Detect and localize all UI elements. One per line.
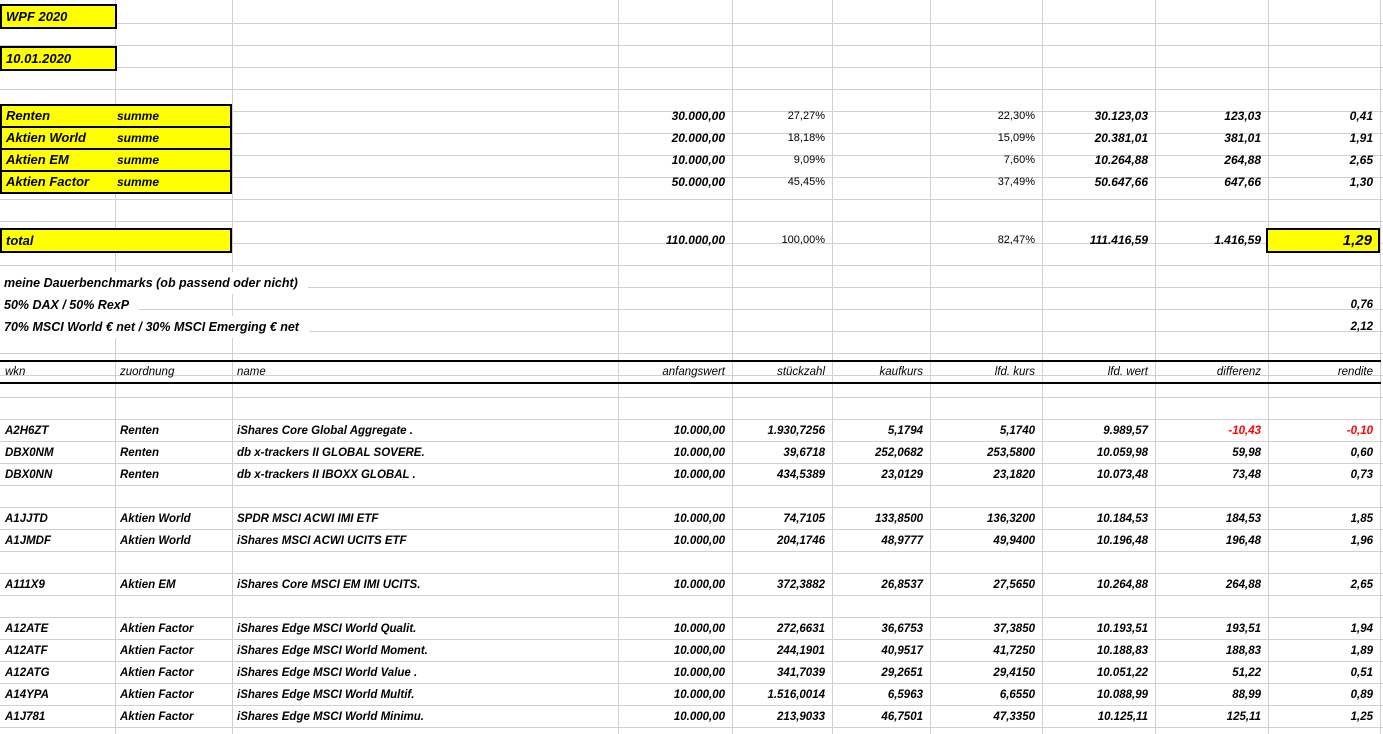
total-rendite-cell[interactable]: 1,29	[1266, 228, 1380, 253]
cell-lfd-kurs[interactable]: 6,6550	[999, 689, 1035, 701]
cell-pct-curr[interactable]: 7,60%	[1003, 154, 1035, 166]
cell-rendite[interactable]: 1,30	[1349, 175, 1373, 189]
cell-name[interactable]: iShares Core MSCI EM IMI UCITS.	[237, 579, 421, 591]
cell-zuordnung[interactable]: Aktien EM	[120, 579, 176, 591]
cell-zuordnung[interactable]: Aktien Factor	[120, 623, 194, 635]
header-wkn[interactable]: wkn	[5, 366, 26, 378]
cell-zuordnung[interactable]: Renten	[120, 425, 159, 437]
cell-stueckzahl[interactable]: 39,6718	[783, 447, 825, 459]
cell-rendite[interactable]: -0,10	[1346, 425, 1373, 437]
cell-pct-curr[interactable]: 82,47%	[997, 234, 1035, 246]
summary-tag: summe	[117, 109, 160, 123]
cell-anfangswert[interactable]: 50.000,00	[671, 175, 725, 189]
cell-kaufkurs[interactable]: 40,9517	[881, 645, 923, 657]
summary-tag: summe	[117, 175, 160, 189]
cell-name[interactable]: iShares Edge MSCI World Moment.	[237, 645, 428, 657]
header-differenz[interactable]: differenz	[1216, 366, 1261, 378]
table-row	[0, 508, 1383, 530]
cell-anfangswert[interactable]: 20.000,00	[671, 131, 725, 145]
cell-zuordnung[interactable]: Aktien Factor	[120, 645, 194, 657]
benchmark-label[interactable]: 70% MSCI World € net / 30% MSCI Emerging € net	[0, 316, 309, 338]
cell-anfangswert[interactable]: 10.000,00	[673, 579, 725, 591]
cell-anfangswert[interactable]: 30.000,00	[671, 109, 725, 123]
cell-lfd-kurs[interactable]: 49,9400	[993, 535, 1035, 547]
cell-stueckzahl[interactable]: 213,9033	[777, 711, 825, 723]
cell-kaufkurs[interactable]: 6,5963	[887, 689, 923, 701]
cell-zuordnung[interactable]: Aktien Factor	[120, 667, 194, 679]
header-zuordnung[interactable]: zuordnung	[120, 366, 175, 378]
cell-lfd-wert[interactable]: 20.381,01	[1094, 131, 1148, 145]
cell-rendite[interactable]: 0,60	[1350, 447, 1373, 459]
cell-anfangswert[interactable]: 10.000,00	[673, 425, 725, 437]
cell-name[interactable]: iShares Edge MSCI World Minimu.	[237, 711, 425, 723]
header-name[interactable]: name	[237, 366, 266, 378]
cell-wkn[interactable]: A1JMDF	[5, 535, 52, 547]
header-anfangswert[interactable]: anfangswert	[662, 366, 725, 378]
cell-name[interactable]: SPDR MSCI ACWI IMI ETF	[237, 513, 379, 525]
cell-wkn[interactable]: A111X9	[5, 579, 45, 591]
cell-differenz[interactable]: 59,98	[1232, 447, 1261, 459]
table-row	[0, 684, 1383, 706]
cell-wkn[interactable]: DBX0NM	[5, 447, 54, 459]
cell-rendite[interactable]: 1,25	[1350, 711, 1373, 723]
cell-name[interactable]: db x-trackers II GLOBAL SOVERE.	[237, 447, 425, 459]
cell-lfd-wert[interactable]: 10.188,83	[1096, 645, 1148, 657]
cell-stueckzahl[interactable]: 204,1746	[777, 535, 825, 547]
date-cell[interactable]: 10.01.2020	[0, 46, 117, 71]
summary-label-cell[interactable]	[0, 170, 232, 194]
cell-lfd-wert[interactable]: 10.051,22	[1096, 667, 1148, 679]
summary-tag: summe	[117, 131, 160, 145]
cell-pct-curr[interactable]: 22,30%	[997, 110, 1035, 122]
cell-wkn[interactable]: A12ATG	[5, 667, 50, 679]
cell-lfd-kurs[interactable]: 136,3200	[987, 513, 1035, 525]
table-row	[0, 442, 1383, 464]
summary-row-aktien-world	[0, 126, 1383, 148]
table-row	[0, 530, 1383, 552]
cell-rendite[interactable]: 0,73	[1350, 469, 1373, 481]
cell-wkn[interactable]: A2H6ZT	[5, 425, 49, 437]
cell-pct-start[interactable]: 27,27%	[787, 110, 825, 122]
cell-anfangswert[interactable]: 10.000,00	[673, 711, 725, 723]
cell-anfangswert[interactable]: 10.000,00	[673, 667, 725, 679]
cell-lfd-wert[interactable]: 50.647,66	[1094, 175, 1148, 189]
cell-lfd-kurs[interactable]: 5,1740	[999, 425, 1035, 437]
cell-name[interactable]: iShares Core Global Aggregate .	[237, 425, 413, 437]
summary-label-cell[interactable]	[0, 104, 232, 128]
benchmark-row	[0, 294, 1383, 316]
title-row	[0, 4, 1383, 26]
cell-wkn[interactable]: DBX0NN	[5, 469, 53, 481]
cell-differenz[interactable]: 88,99	[1232, 689, 1261, 701]
cell-lfd-kurs[interactable]: 253,5800	[987, 447, 1035, 459]
cell-rendite[interactable]: 2,65	[1350, 579, 1373, 591]
cell-pct-curr[interactable]: 37,49%	[997, 176, 1035, 188]
table-row	[0, 464, 1383, 486]
benchmark-label[interactable]: 50% DAX / 50% RexP	[0, 294, 139, 316]
cell-lfd-wert[interactable]: 10.264,88	[1094, 153, 1148, 167]
summary-row-aktien-em	[0, 148, 1383, 170]
cell-differenz[interactable]: 381,01	[1224, 131, 1261, 145]
cell-rendite[interactable]: 0,89	[1350, 689, 1373, 701]
cell-lfd-wert[interactable]: 10.196,48	[1096, 535, 1148, 547]
cell-lfd-kurs[interactable]: 27,5650	[993, 579, 1035, 591]
title-cell[interactable]: WPF 2020	[0, 4, 117, 29]
cell-rendite[interactable]: 1,85	[1350, 513, 1373, 525]
summary-label: Renten	[6, 108, 51, 123]
cell-kaufkurs[interactable]: 48,9777	[881, 535, 923, 547]
table-row	[0, 420, 1383, 442]
cell-differenz[interactable]: 264,88	[1224, 153, 1261, 167]
summary-label: Aktien Factor	[6, 174, 90, 189]
cell-differenz[interactable]: 188,83	[1225, 645, 1261, 657]
table-row	[0, 706, 1383, 728]
cell-stueckzahl[interactable]: 272,6631	[777, 623, 825, 635]
cell-stueckzahl[interactable]: 372,3882	[777, 579, 825, 591]
benchmark-heading-row	[0, 272, 1383, 294]
cell-rendite[interactable]: 1,94	[1350, 623, 1373, 635]
summary-label: Aktien World	[6, 130, 86, 145]
total-label-cell[interactable]: total	[0, 228, 232, 253]
cell-kaufkurs[interactable]: 23,0129	[881, 469, 923, 481]
cell-differenz[interactable]: 1.416,59	[1214, 233, 1261, 247]
cell-pct-start[interactable]: 45,45%	[787, 176, 825, 188]
cell-differenz[interactable]: 125,11	[1226, 711, 1261, 723]
header-lfd-kurs[interactable]: lfd. kurs	[994, 366, 1035, 378]
cell-differenz[interactable]: 264,88	[1225, 579, 1261, 591]
cell-anfangswert[interactable]: 10.000,00	[673, 469, 725, 481]
cell-rendite[interactable]: 2,12	[1350, 321, 1373, 333]
cell-anfangswert[interactable]: 10.000,00	[671, 153, 725, 167]
cell-stueckzahl[interactable]: 341,7039	[777, 667, 825, 679]
cell-name[interactable]: iShares MSCI ACWI UCITS ETF	[237, 535, 407, 547]
summary-label-cell[interactable]	[0, 148, 232, 172]
table-row	[0, 618, 1383, 640]
cell-lfd-kurs[interactable]: 23,1820	[993, 469, 1035, 481]
cell-rendite[interactable]: 1,96	[1350, 535, 1373, 547]
date-row	[0, 46, 1383, 68]
cell-rendite[interactable]: 1,89	[1350, 645, 1373, 657]
cell-wkn[interactable]: A12ATE	[5, 623, 49, 635]
cell-wkn[interactable]: A14YPA	[5, 689, 49, 701]
cell-lfd-kurs[interactable]: 29,4150	[993, 667, 1035, 679]
cell-lfd-wert[interactable]: 111.416,59	[1089, 233, 1148, 247]
cell-lfd-wert[interactable]: 10.059,98	[1096, 447, 1148, 459]
cell-kaufkurs[interactable]: 133,8500	[875, 513, 923, 525]
cell-lfd-wert[interactable]: 9.989,57	[1103, 425, 1148, 437]
cell-differenz[interactable]: 193,51	[1225, 623, 1261, 635]
cell-rendite[interactable]: 1,91	[1349, 131, 1373, 145]
cell-pct-start[interactable]: 100,00%	[781, 234, 825, 246]
summary-label: Aktien EM	[6, 152, 69, 167]
cell-wkn[interactable]: A1JJTD	[5, 513, 48, 525]
cell-anfangswert[interactable]: 10.000,00	[673, 535, 725, 547]
cell-kaufkurs[interactable]: 36,6753	[881, 623, 923, 635]
cell-stueckzahl[interactable]: 1.516,0014	[767, 689, 825, 701]
cell-differenz[interactable]: 196,48	[1225, 535, 1261, 547]
cell-pct-curr[interactable]: 15,09%	[997, 132, 1035, 144]
cell-lfd-wert[interactable]: 10.184,53	[1096, 513, 1148, 525]
cell-lfd-kurs[interactable]: 41,7250	[993, 645, 1035, 657]
header-kaufkurs[interactable]: kaufkurs	[879, 366, 923, 378]
cell-lfd-wert[interactable]: 10.088,99	[1096, 689, 1148, 701]
cell-name[interactable]: db x-trackers II IBOXX GLOBAL .	[237, 469, 416, 481]
cell-differenz[interactable]: -10,43	[1228, 425, 1261, 437]
cell-kaufkurs[interactable]: 29,2651	[881, 667, 923, 679]
cell-differenz[interactable]: 184,53	[1225, 513, 1261, 525]
cell-lfd-kurs[interactable]: 37,3850	[993, 623, 1035, 635]
summary-label-cell[interactable]	[0, 126, 232, 150]
cell-differenz[interactable]: 51,22	[1232, 667, 1261, 679]
cell-zuordnung[interactable]: Aktien World	[120, 513, 191, 525]
summary-tag: summe	[117, 153, 160, 167]
cell-stueckzahl[interactable]: 1.930,7256	[767, 425, 825, 437]
cell-lfd-wert[interactable]: 30.123,03	[1094, 109, 1148, 123]
cell-stueckzahl[interactable]: 434,5389	[777, 469, 825, 481]
total-row	[0, 228, 1383, 250]
cell-differenz[interactable]: 73,48	[1232, 469, 1261, 481]
cell-lfd-kurs[interactable]: 47,3350	[993, 711, 1035, 723]
cell-anfangswert[interactable]: 10.000,00	[673, 689, 725, 701]
cell-lfd-wert[interactable]: 10.193,51	[1096, 623, 1148, 635]
cell-lfd-wert[interactable]: 10.125,11	[1097, 711, 1148, 723]
cell-zuordnung[interactable]: Aktien Factor	[120, 689, 194, 701]
cell-zuordnung[interactable]: Renten	[120, 447, 159, 459]
cell-differenz[interactable]: 123,03	[1224, 109, 1261, 123]
benchmark-row	[0, 316, 1383, 338]
cell-kaufkurs[interactable]: 46,7501	[881, 711, 923, 723]
summary-row-aktien-factor	[0, 170, 1383, 192]
cell-anfangswert[interactable]: 10.000,00	[673, 447, 725, 459]
cell-lfd-wert[interactable]: 10.264,88	[1096, 579, 1148, 591]
cell-pct-start[interactable]: 9,09%	[793, 154, 825, 166]
cell-zuordnung[interactable]: Renten	[120, 469, 159, 481]
cell-anfangswert[interactable]: 10.000,00	[673, 645, 725, 657]
cell-differenz[interactable]: 647,66	[1224, 175, 1261, 189]
cell-anfangswert[interactable]: 10.000,00	[673, 623, 725, 635]
cell-kaufkurs[interactable]: 26,8537	[881, 579, 923, 591]
cell-stueckzahl[interactable]: 244,1901	[777, 645, 825, 657]
cell-stueckzahl[interactable]: 74,7105	[783, 513, 825, 525]
cell-rendite[interactable]: 0,41	[1349, 109, 1373, 123]
header-stueckzahl[interactable]: stückzahl	[777, 366, 825, 378]
cell-rendite[interactable]: 0,76	[1350, 299, 1373, 311]
header-lfd-wert[interactable]: lfd. wert	[1107, 366, 1148, 378]
benchmark-heading[interactable]: meine Dauerbenchmarks (ob passend oder nicht)	[0, 272, 308, 294]
cell-name[interactable]: iShares Edge MSCI World Multif.	[237, 689, 415, 701]
table-header-row	[0, 360, 1381, 384]
cell-zuordnung[interactable]: Aktien Factor	[120, 711, 194, 723]
cell-wkn[interactable]: A12ATF	[5, 645, 48, 657]
summary-row-renten	[0, 104, 1383, 126]
cell-pct-start[interactable]: 18,18%	[787, 132, 825, 144]
cell-lfd-wert[interactable]: 10.073,48	[1096, 469, 1148, 481]
cell-wkn[interactable]: A1J781	[5, 711, 46, 723]
cell-kaufkurs[interactable]: 252,0682	[875, 447, 923, 459]
cell-anfangswert[interactable]: 110.000,00	[665, 233, 725, 247]
table-row	[0, 662, 1383, 684]
table-row	[0, 574, 1383, 596]
cell-kaufkurs[interactable]: 5,1794	[887, 425, 923, 437]
cell-name[interactable]: iShares Edge MSCI World Qualit.	[237, 623, 417, 635]
cell-name[interactable]: iShares Edge MSCI World Value .	[237, 667, 418, 679]
cell-anfangswert[interactable]: 10.000,00	[673, 513, 725, 525]
cell-rendite[interactable]: 0,51	[1350, 667, 1373, 679]
cell-rendite[interactable]: 2,65	[1349, 153, 1373, 167]
header-rendite[interactable]: rendite	[1337, 366, 1373, 378]
table-row	[0, 640, 1383, 662]
cell-zuordnung[interactable]: Aktien World	[120, 535, 191, 547]
